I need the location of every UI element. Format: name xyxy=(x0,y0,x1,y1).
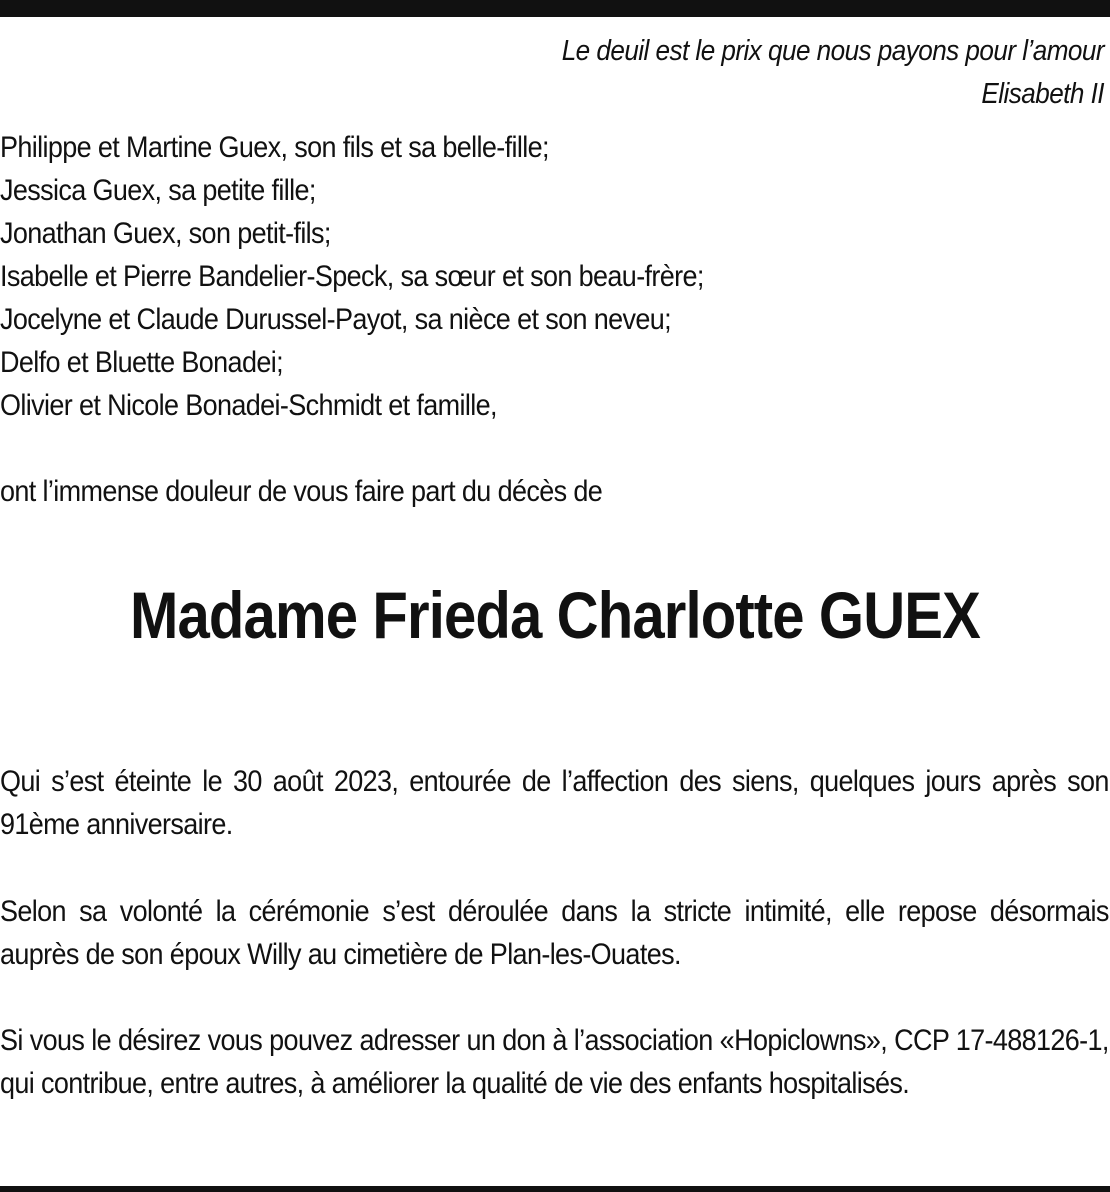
epigraph-quote: Le deuil est le prix que nous payons pour l’amour xyxy=(561,35,1104,67)
epigraph-author: Elisabeth II xyxy=(981,78,1104,110)
death-details-paragraph: Qui s’est éteinte le 30 août 2023, entourée de l’affection des siens, quelques jours après son 91ème anniversaire. xyxy=(0,765,1109,841)
deceased-name: Madame Frieda Charlotte GUEX xyxy=(130,578,980,652)
family-member-line: Delfo et Bluette Bonadei; xyxy=(0,346,283,379)
family-list xyxy=(0,126,999,427)
family-member-line: Jonathan Guex, son petit-fils; xyxy=(0,217,331,250)
ceremony-paragraph: Selon sa volonté la cérémonie s’est déroulée dans la stricte intimité, elle repose désormais auprès de son époux Willy au cimetière de Plan-les-Ouates. xyxy=(0,895,1109,971)
family-member-line: Olivier et Nicole Bonadei-Schmidt et famille, xyxy=(0,389,497,422)
donation-paragraph: Si vous le désirez vous pouvez adresser un don à l’association «Hopiclowns», CCP 17-488126-1, qui contribue, entre autres, à améliorer la qualité de vie des enfants hospitalisés. xyxy=(0,1024,1109,1100)
announcement-text: ont l’immense douleur de vous faire part du décès de xyxy=(0,475,603,508)
epigraph xyxy=(294,30,1104,116)
bottom-border-rule xyxy=(0,1186,1110,1192)
family-member-line: Jessica Guex, sa petite fille; xyxy=(0,174,316,207)
family-member-line: Isabelle et Pierre Bandelier-Speck, sa sœur et son beau-frère; xyxy=(0,260,704,293)
top-border-rule xyxy=(0,0,1110,17)
family-member-line: Philippe et Martine Guex, son fils et sa belle-fille; xyxy=(0,131,549,164)
family-member-line: Jocelyne et Claude Durussel-Payot, sa nièce et son neveu; xyxy=(0,303,672,336)
